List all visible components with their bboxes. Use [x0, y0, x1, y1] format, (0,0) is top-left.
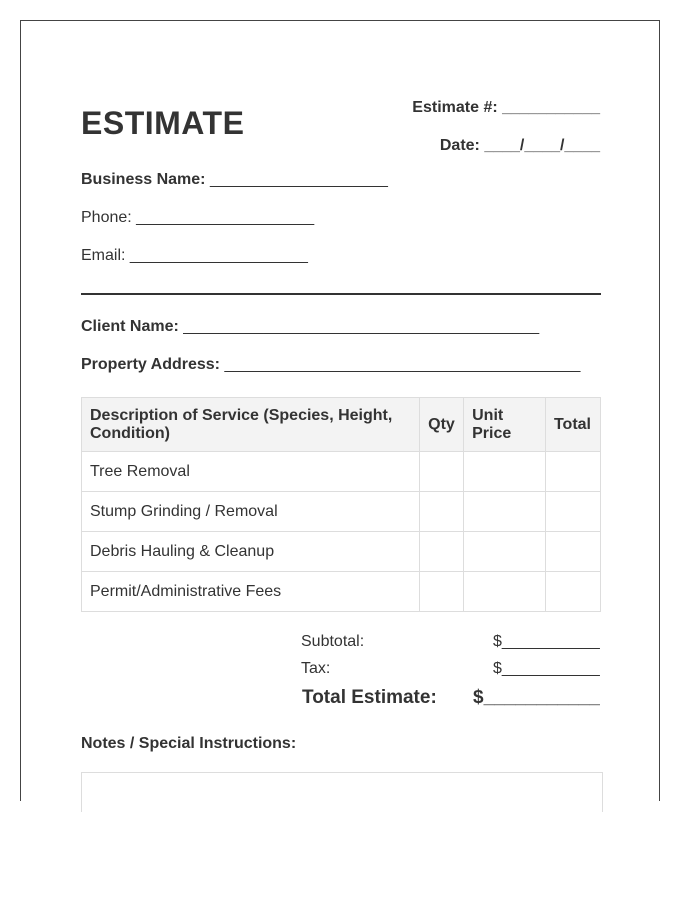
client-name-label: Client Name: — [81, 318, 179, 335]
date-field[interactable] — [440, 137, 600, 155]
cell-description: Tree Removal — [82, 452, 420, 492]
email-label: Email: ____________________ — [81, 247, 308, 264]
table-row — [82, 532, 601, 572]
tax-value-field[interactable]: $___________ — [493, 660, 600, 677]
property-address-line: ________________________________________ — [220, 356, 581, 373]
cell-unit-price[interactable] — [464, 532, 546, 572]
cell-description: Stump Grinding / Removal — [82, 492, 420, 532]
cell-unit-price[interactable] — [464, 492, 546, 532]
client-name-line: ________________________________________ — [178, 318, 540, 335]
header-total: Total — [545, 398, 600, 452]
services-table — [81, 397, 601, 612]
business-name-field[interactable] — [81, 171, 388, 189]
phone-label: Phone: ____________________ — [81, 209, 315, 226]
section-divider — [81, 293, 601, 295]
notes-heading — [81, 735, 296, 753]
cell-total[interactable] — [545, 492, 600, 532]
header-unit-price: Unit Price — [464, 398, 546, 452]
property-address-field[interactable] — [81, 356, 580, 374]
header-description: Description of Service (Species, Height, Condition) — [82, 398, 420, 452]
cell-total[interactable] — [545, 532, 600, 572]
estimate-number-field[interactable] — [412, 99, 600, 117]
header-qty: Qty — [420, 398, 464, 452]
cell-qty[interactable] — [420, 532, 464, 572]
email-field[interactable] — [81, 247, 308, 265]
date-label: Date: ____/____/____ — [439, 137, 600, 154]
phone-field[interactable] — [81, 209, 314, 227]
table-row — [82, 452, 601, 492]
business-name-label: Business Name: — [81, 171, 206, 188]
total-estimate-value-field[interactable]: $___________ — [473, 687, 600, 708]
cell-unit-price[interactable] — [464, 452, 546, 492]
estimate-number-label: Estimate #: ___________ — [412, 99, 600, 116]
cell-unit-price[interactable] — [464, 572, 546, 612]
notes-textarea[interactable] — [81, 772, 603, 812]
table-row — [82, 492, 601, 532]
total-estimate-label: Total Estimate: — [302, 687, 437, 708]
cell-description: Debris Hauling & Cleanup — [82, 532, 420, 572]
estimate-sheet — [20, 20, 660, 801]
cell-qty[interactable] — [420, 572, 464, 612]
subtotal-label: Subtotal: — [301, 633, 365, 650]
subtotal-value-field[interactable]: $___________ — [493, 633, 600, 650]
table-row — [82, 572, 601, 612]
cell-qty[interactable] — [420, 492, 464, 532]
client-name-field[interactable] — [81, 318, 539, 336]
business-name-line: ____________________ — [205, 171, 388, 188]
table-header-row — [82, 398, 601, 452]
document-title: ESTIMATE — [81, 105, 245, 141]
cell-total[interactable] — [545, 452, 600, 492]
property-address-label: Property Address: — [81, 356, 220, 373]
cell-description: Permit/Administrative Fees — [82, 572, 420, 612]
notes-label: Notes / Special Instructions: — [81, 735, 297, 752]
cell-qty[interactable] — [420, 452, 464, 492]
tax-label: Tax: — [301, 660, 331, 677]
cell-total[interactable] — [545, 572, 600, 612]
